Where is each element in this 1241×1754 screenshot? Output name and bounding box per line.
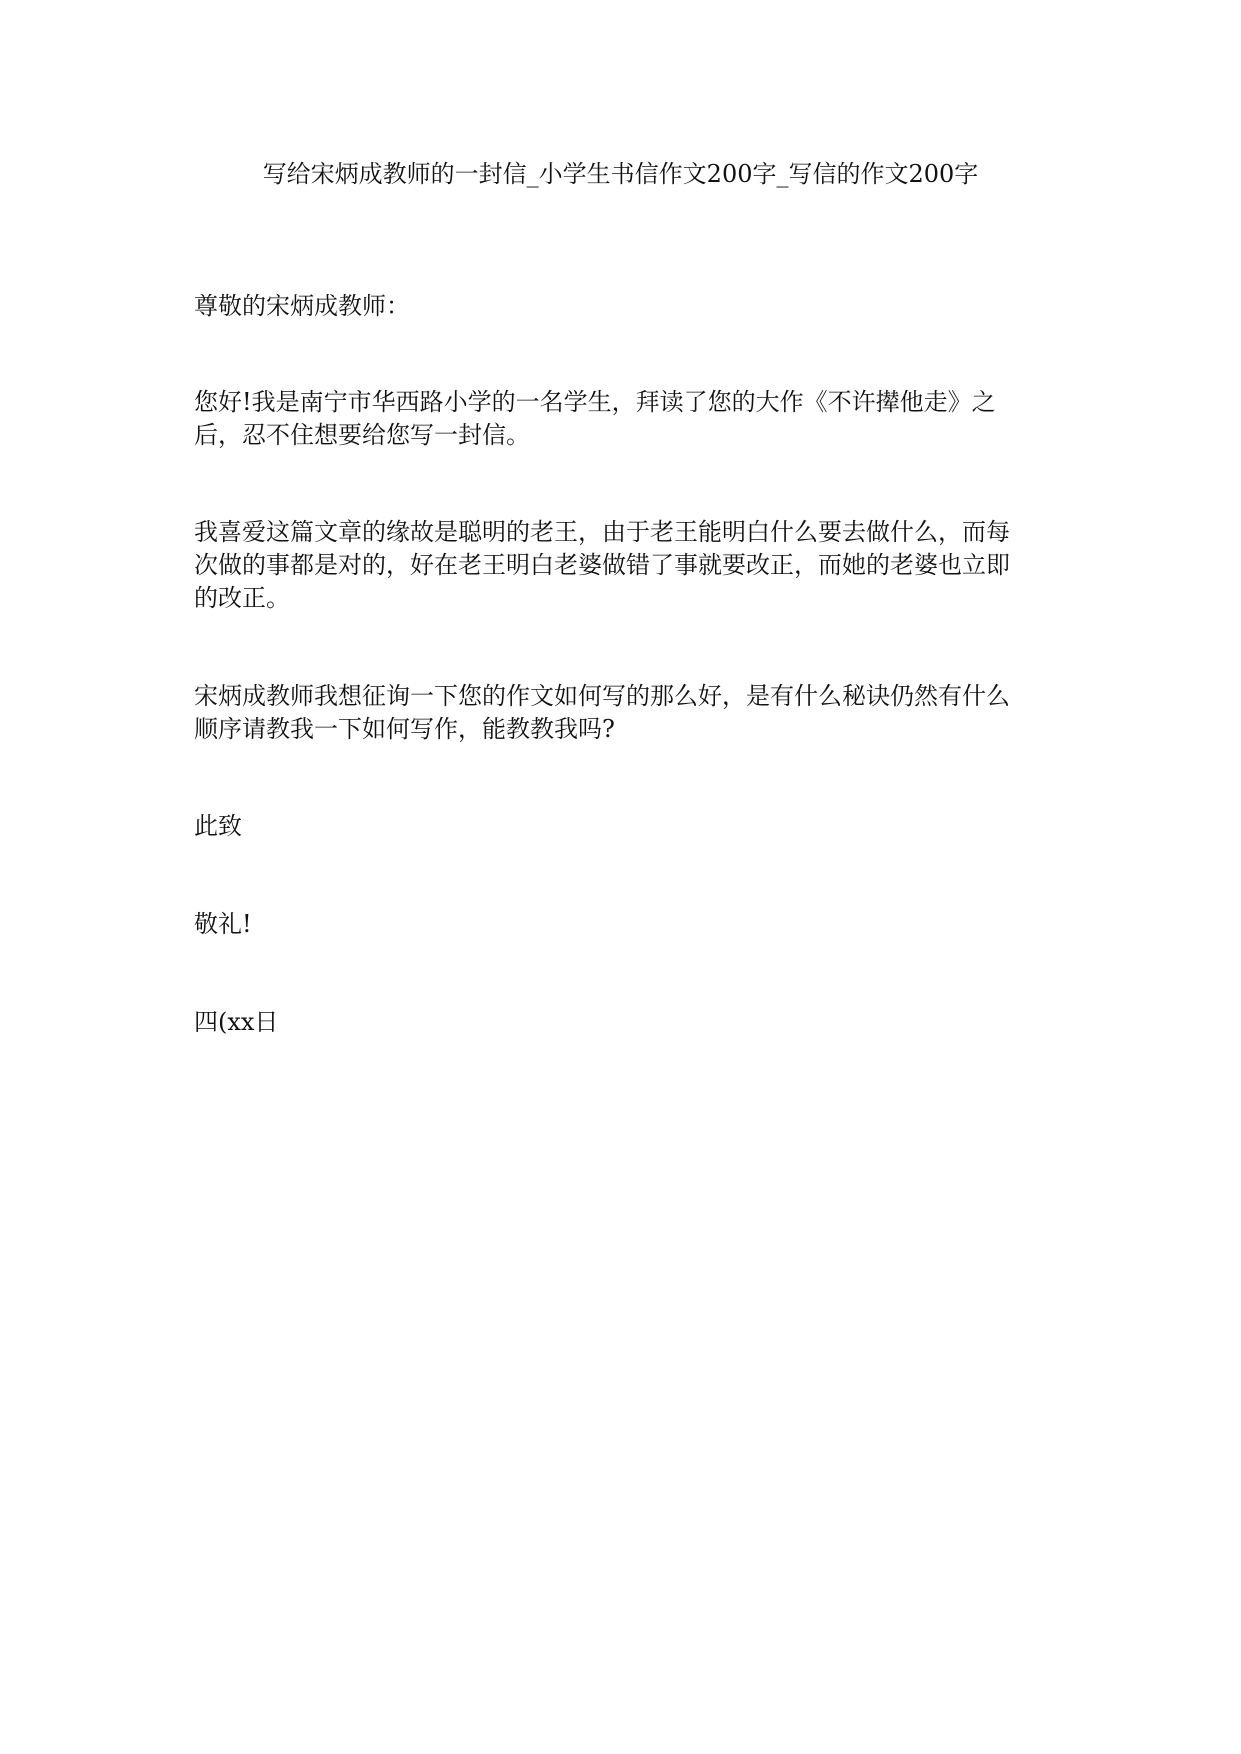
paragraph-1: 您好!我是南宁市华西路小学的一名学生，拜读了您的大作《不许撵他走》之 后，忍不住想要给您写一封信。	[194, 388, 996, 449]
salutation: 尊敬的宋炳成教师：	[194, 292, 410, 320]
document-title: 写给宋炳成教师的一封信_小学生书信作文200字_写信的作文200字	[262, 160, 979, 188]
paragraph-2: 我喜爱这篇文章的缘故是聪明的老王，由于老王能明白什么要去做什么，而每 次做的事都是对的，好在老王明白老婆做错了事就要改正，而她的老婆也立即 的改正。	[194, 518, 1010, 612]
closing-line-2: 敬礼!	[194, 910, 252, 938]
closing-line-1: 此致	[194, 812, 242, 840]
signature-date: 四(xx日	[194, 1008, 279, 1036]
paragraph-3: 宋炳成教师我想征询一下您的作文如何写的那么好，是有什么秘诀仍然有什么 顺序请教我一下如何写作，能教教我吗?	[194, 682, 1010, 743]
